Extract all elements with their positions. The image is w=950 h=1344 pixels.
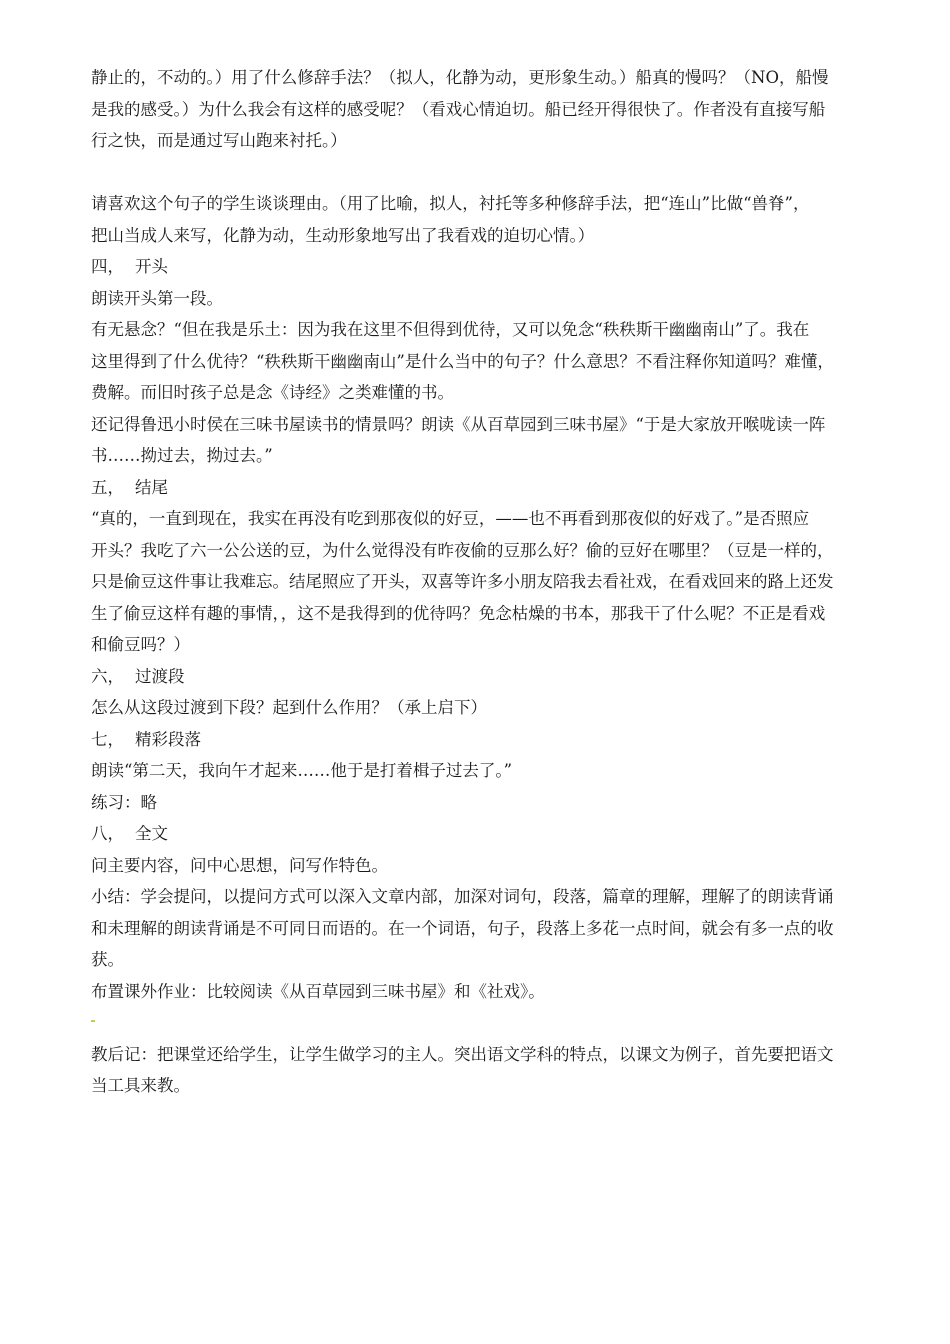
section-heading-7 bbox=[91, 724, 861, 756]
text-line: 朗读“第二天，我向午才起来……他于是打着楫子过去了。” bbox=[91, 761, 513, 780]
text-line: 小结：学会提问，以提问方式可以深入文章内部，加深对词句，段落，篇章的理解，理解了的朗读背诵 bbox=[91, 887, 834, 906]
text-line: 布置课外作业：比较阅读《从百草园到三味书屋》和《社戏》。 bbox=[91, 981, 545, 1001]
text-line: 有无悬念？“但在我是乐土：因为我在这里不但得到优待，又可以免念“秩秩斯干幽幽南山”了。我在 bbox=[91, 320, 810, 339]
text-line: “真的，一直到现在，我实在再没有吃到那夜似的好豆，——也不再看到那夜似的好戏了。”是否照应 bbox=[91, 509, 810, 528]
text-line: 只是偷豆这件事让我难忘。结尾照应了开头，双喜等许多小朋友陪我去看社戏，在看戏回来的路上还发 bbox=[91, 572, 834, 591]
text-line: 朗读开头第一段。 bbox=[91, 288, 223, 308]
text-line: 请喜欢这个句子的学生谈谈理由。（用了比喻，拟人，衬托等多种修辞手法，把“连山”比做“兽脊”， bbox=[91, 194, 810, 213]
text-line: 怎么从这段过渡到下段？起到什么作用？（承上启下） bbox=[91, 698, 487, 717]
section-number: 四， bbox=[91, 257, 124, 276]
section-title: 全文 bbox=[135, 824, 168, 843]
text-line: 静止的，不动的。）用了什么修辞手法？（拟人，化静为动，更形象生动。）船真的慢吗？（NO，船慢 bbox=[91, 68, 829, 87]
text-line: 练习：略 bbox=[91, 792, 157, 812]
section-heading-4 bbox=[91, 251, 861, 283]
text-line: 是我的感受。）为什么我会有这样的感受呢？（看戏心情迫切。船已经开得很快了。作者没有直接写船 bbox=[91, 99, 826, 119]
stray-mark bbox=[91, 1020, 95, 1022]
paragraph-gap bbox=[91, 1007, 861, 1039]
section-number: 五， bbox=[91, 477, 124, 497]
text-line: 获。 bbox=[91, 950, 124, 969]
text-line: 书……拗过去，拗过去。” bbox=[91, 446, 273, 465]
text-line: 行之快，而是通过写山跑来衬托。） bbox=[91, 131, 347, 150]
section-title: 结尾 bbox=[135, 477, 168, 497]
section-title: 过渡段 bbox=[135, 666, 185, 686]
section-heading-5 bbox=[91, 472, 861, 504]
text-line: 和偷豆吗？） bbox=[91, 635, 190, 654]
section-title: 开头 bbox=[135, 257, 168, 276]
text-line: 这里得到了什么优待？“秩秩斯干幽幽南山”是什么当中的句子？什么意思？不看注释你知道吗？难懂， bbox=[91, 351, 834, 371]
text-line: 生了偷豆这样有趣的事情，，这不是我得到的优待吗？免念枯燥的书本，那我干了什么呢？不正是看戏 bbox=[91, 603, 826, 623]
text-line: 费解。而旧时孩子总是念《诗经》之类难懂的书。 bbox=[91, 383, 454, 402]
text-line: 和未理解的朗读背诵是不可同日而语的。在一个词语，句子，段落上多花一点时间，就会有多一点的收 bbox=[91, 918, 834, 938]
section-title: 精彩段落 bbox=[135, 729, 201, 749]
section-number: 七， bbox=[91, 729, 124, 749]
section-number: 八， bbox=[91, 824, 124, 843]
paragraph-gap bbox=[91, 157, 861, 189]
section-heading-8 bbox=[91, 818, 861, 850]
text-line: 教后记：把课堂还给学生，让学生做学习的主人。突出语文学科的特点，以课文为例子，首先要把语文 bbox=[91, 1044, 834, 1064]
text-line: 还记得鲁迅小时侯在三味书屋读书的情景吗？朗读《从百草园到三味书屋》“于是大家放开喉咙读一阵 bbox=[91, 414, 826, 434]
text-line: 问主要内容，问中心思想，问写作特色。 bbox=[91, 855, 388, 875]
section-heading-6 bbox=[91, 661, 861, 693]
section-number: 六， bbox=[91, 666, 124, 686]
text-line: 开头？我吃了六一公公送的豆，为什么觉得没有昨夜偷的豆那么好？偷的豆好在哪里？（豆是一样的， bbox=[91, 540, 834, 560]
text-line: 把山当成人来写，化静为动，生动形象地写出了我看戏的迫切心情。） bbox=[91, 225, 595, 245]
lesson-plan-page bbox=[91, 62, 861, 1102]
text-line: 当工具来教。 bbox=[91, 1076, 190, 1095]
